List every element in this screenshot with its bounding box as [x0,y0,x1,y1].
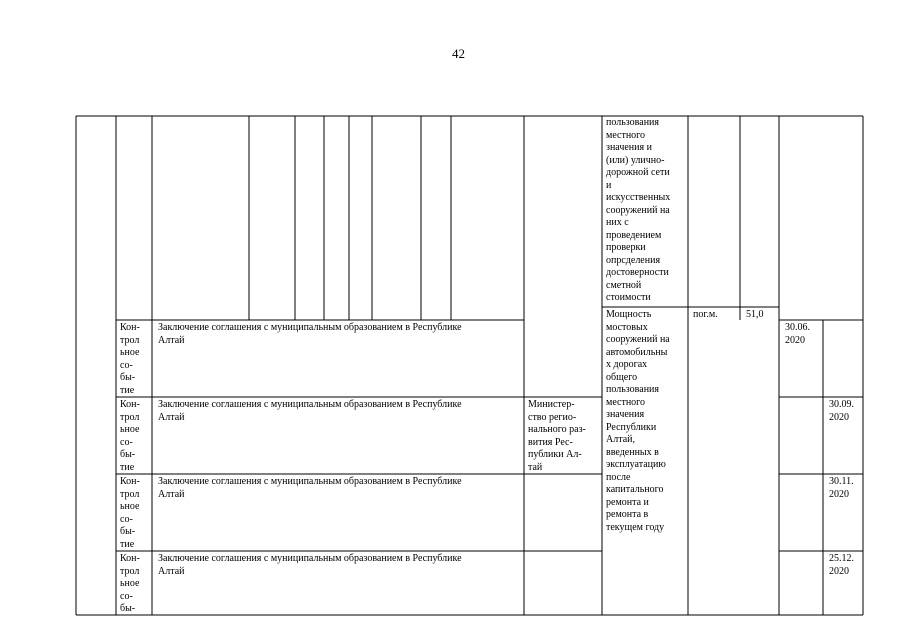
event-date-cell: 30.11. 2020 [829,476,854,500]
event-type-cell: Кон- трол ьное со- бы- тие [120,399,140,473]
indicator-cell: Мощность мостовых сооружений на автомобильны х дорогах общего пользования местного значения Республики Алтай, введенных в эксплуатацию после капитального ремонта и ремонта в текущем году [606,309,670,533]
event-date-cell: 25.12. 2020 [829,553,854,577]
event-description-cell: Заключение соглашения с муниципальным образованием в Республике Алтай [158,322,462,346]
event-type-cell: Кон- трол ьное со- бы- тие [120,322,140,396]
event-description-cell: Заключение соглашения с муниципальным образованием в Республике Алтай [158,399,462,423]
page-number: 42 [452,46,465,61]
event-description-cell: Заключение соглашения с муниципальным образованием в Республике Алтай [158,553,462,577]
value-cell: 51,0 [746,309,764,320]
indicator-continuation-cell: пользования местного значения и (или) улично- дорожной сети и искусственных сооружений на них с проведением проверки опрсделения достоверности сметной стоимости [606,117,671,303]
event-date-cell: 30.06. 2020 [785,322,810,346]
event-type-cell: Кон- трол ьное со- бы- [120,553,140,614]
responsible-cell: Министер- ство регио- нального раз- вития Рес- публики Ал- тай [528,399,586,473]
unit-cell: пог.м. [693,309,718,320]
event-description-cell: Заключение соглашения с муниципальным образованием в Республике Алтай [158,476,462,500]
event-type-cell: Кон- трол ьное со- бы- тие [120,476,140,550]
event-date-cell: 30.09. 2020 [829,399,854,423]
